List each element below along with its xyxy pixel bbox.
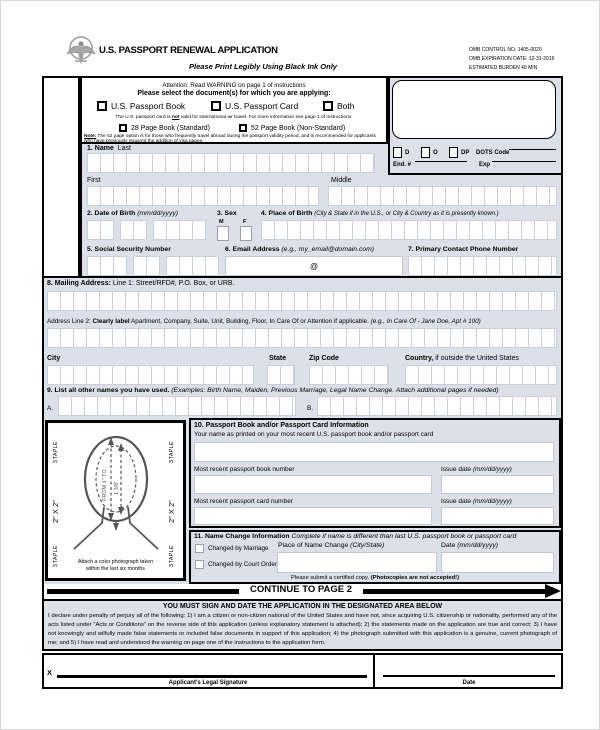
- photo-size-label-right: 2" X 2": [167, 500, 176, 523]
- middle-name-label: Middle: [331, 177, 352, 184]
- staple-label-bottom-right: STAPLE: [169, 545, 175, 567]
- mailing-address-label: 8. Mailing Address: Line 1: Street/RFD#, P.O. Box, or URB.: [47, 280, 235, 287]
- name-change-date-field[interactable]: [441, 552, 554, 573]
- dob-label: 2. Date of Birth (mm/dd/yyyy): [87, 210, 179, 217]
- dots-code-field[interactable]: [509, 149, 556, 150]
- dots-code-label: DOTS Code: [476, 150, 510, 156]
- first-name-cells[interactable]: [87, 186, 319, 206]
- endorsement-o-label: O: [433, 150, 438, 156]
- middle-name-cells[interactable]: [328, 186, 557, 206]
- endorsement-o-checkbox[interactable]: [421, 147, 430, 158]
- omb-expiration-date: OMB EXPIRATION DATE: 12-31-2016: [469, 56, 555, 62]
- barcode-area: [392, 80, 556, 139]
- declaration-box: [42, 599, 563, 651]
- changed-by-court-checkbox[interactable]: [195, 560, 204, 569]
- address-line2-cells[interactable]: [47, 328, 557, 348]
- passport-card-checkbox[interactable]: [211, 101, 221, 111]
- book-52-page-label: 52 Page Book (Non-Standard): [251, 125, 346, 132]
- endorsement-dp-label: DP: [461, 150, 470, 156]
- endorsement-d-checkbox[interactable]: [393, 147, 402, 158]
- staple-label-top-left: STAPLE: [53, 441, 59, 463]
- sex-f-label: F: [243, 219, 247, 225]
- photo-measure-label-1: FROM 1" TO: [102, 469, 108, 501]
- state-label: State: [269, 355, 287, 362]
- other-name-a-label: A.: [47, 405, 54, 412]
- s11-title: 11. Name Change Information Complete if name is different than last U.S. passport book or passport card: [194, 533, 517, 540]
- select-documents-text: Please select the document(s) for which you are applying:: [137, 90, 331, 97]
- s10-book-number-field[interactable]: [194, 475, 432, 494]
- dob-day-cells[interactable]: [120, 220, 147, 240]
- book-28-page-checkbox[interactable]: [119, 124, 127, 132]
- changed-by-marriage-checkbox[interactable]: [195, 544, 204, 553]
- photo-size-label-left: 2" X 2": [51, 500, 60, 523]
- address-line2-label: Address Line 2: Clearly label Apartment, Company, Suite, Unit, Building, Floor, In Care Of or Attention if applicable. (e.g., In Care Of - Jane Doe, Apt # 100): [47, 318, 481, 325]
- us-seal-eagle-icon: [65, 35, 97, 69]
- book-28-page-label: 28 Page Book (Standard): [131, 125, 210, 132]
- exp-field[interactable]: [492, 161, 556, 162]
- ssn-cells-1[interactable]: [87, 256, 127, 276]
- both-checkbox[interactable]: [323, 101, 333, 111]
- country-label: Country, if outside the United States: [405, 355, 519, 362]
- signature-line[interactable]: [57, 675, 367, 678]
- photo-caption-line1: Attach a color photograph taken: [77, 559, 154, 565]
- signature-divider: [373, 653, 375, 689]
- passport-book-option-label: U.S. Passport Book: [111, 101, 186, 111]
- pob-label: 4. Place of Birth (City & State if in the U.S., or City & Country as it is presently known.): [261, 210, 499, 217]
- left-margin-column: [42, 76, 80, 278]
- page-option-note: Note: The 52 page option is for those who frequently travel abroad during the passport validity period, and is recommended for applicants who have previously required the addition of visa pages.: [84, 134, 376, 145]
- photo-caption-line2: within the last six months: [86, 566, 145, 572]
- book-52-page-checkbox[interactable]: [239, 124, 247, 132]
- passport-book-checkbox[interactable]: [97, 101, 107, 111]
- form-title: U.S. PASSPORT RENEWAL APPLICATION: [99, 45, 278, 56]
- changed-by-marriage-label: Changed by Marriage: [208, 545, 269, 552]
- exp-label: Exp: [479, 162, 491, 168]
- certified-copy-note: Please submit a certified copy. (Photocopies are not accepted!): [290, 575, 460, 581]
- email-field[interactable]: [225, 256, 403, 276]
- name-section-label: 1. Name Last: [87, 145, 131, 152]
- first-name-label: First: [87, 177, 101, 184]
- s10-name-field[interactable]: [194, 442, 554, 462]
- city-label: City: [47, 355, 61, 362]
- state-cells[interactable]: [267, 365, 295, 385]
- place-of-name-change-label: Place of Name Change (City/State): [278, 542, 385, 549]
- end-number-field[interactable]: [415, 161, 467, 162]
- continue-bar-right: [363, 589, 547, 594]
- pob-cells[interactable]: [261, 220, 557, 240]
- passport-card-option-label: U.S. Passport Card: [225, 101, 299, 111]
- endorsement-d-label: D: [405, 150, 410, 156]
- other-name-b-label: B.: [307, 405, 314, 412]
- s10-card-issue-field[interactable]: [441, 507, 554, 525]
- other-names-label: 9. List all other names you have used. (Examples: Birth Name, Maiden, Previous Marriage, Legal Name Change. Attach additional pages if needed): [47, 387, 499, 394]
- omb-control-number: OMB CONTROL NO. 1405-0020: [469, 47, 542, 53]
- continue-arrow-icon: [545, 584, 561, 598]
- last-name-cells[interactable]: [87, 153, 375, 173]
- estimated-burden: ESTIMATED BURDEN 40 MIN: [469, 65, 538, 71]
- sex-f-checkbox[interactable]: [240, 226, 252, 241]
- photo-box: [45, 420, 186, 581]
- ssn-cells-2[interactable]: [133, 256, 160, 276]
- name-change-date-label: Date (mm/dd/yyyy): [441, 542, 499, 549]
- changed-by-court-label: Changed by Court Order: [208, 561, 277, 568]
- date-line[interactable]: [383, 675, 555, 677]
- other-name-b-cells[interactable]: [317, 396, 557, 416]
- end-number-label: End. #: [393, 162, 412, 168]
- date-label: Date: [462, 680, 476, 686]
- s10-book-issue-field[interactable]: [441, 475, 554, 494]
- warning-text: Attention: Read WARNING on page 1 of instructions: [162, 82, 306, 89]
- staple-label-top-right: STAPLE: [169, 441, 175, 463]
- s10-card-number-field[interactable]: [194, 507, 432, 525]
- s10-subtitle: Your name as printed on your most recent U.S. passport book and/or passport card: [194, 431, 434, 438]
- declaration-text: I declare under penalty of perjury all of the following: 1) I am a citizen or non-citizen national of the United States and have not, since acquiring U.S. citizenship or nationality, performed any of the acts listed under "Acts or Conditions" on the reverse side of this application (unless explanatory statement is attached); 2) the statements made on the application are true and correct; 3) I have not knowingly and wilfully made false statements or included false documents in support of this application; 4) the photograph submitted with this application is a genuine, current photograph of me; and 5) I have read and understood the warning on page one of the instructions to the application form.: [48, 613, 557, 647]
- city-cells[interactable]: [47, 365, 254, 385]
- s10-book-number-label: Most recent passport book number: [194, 466, 295, 473]
- sign-and-date-notice: YOU MUST SIGN AND DATE THE APPLICATION IN THE DESIGNATED AREA BELOW: [162, 603, 443, 610]
- s10-card-issue-label: Issue date (mm/dd/yyyy): [441, 498, 512, 505]
- country-cells[interactable]: [405, 365, 557, 385]
- place-of-name-change-field[interactable]: [277, 552, 437, 573]
- dob-year-cells[interactable]: [153, 220, 206, 240]
- sex-m-label: M: [219, 219, 224, 225]
- continue-to-page-2-label: CONTINUE TO PAGE 2: [249, 584, 353, 595]
- sex-label: 3. Sex: [217, 210, 237, 217]
- address-line1-cells[interactable]: [47, 291, 557, 311]
- endorsement-dp-checkbox[interactable]: [449, 147, 458, 158]
- photo-measure-label-2: 1 3/8": [114, 480, 120, 495]
- phone-cells[interactable]: [408, 256, 557, 276]
- form-subtitle: Please Print Legibly Using Black Ink Only: [189, 62, 337, 71]
- head-silhouette: [66, 427, 166, 559]
- at-sign: @: [309, 262, 319, 271]
- s10-card-number-label: Most recent passport card number: [194, 498, 293, 505]
- s10-title: 10. Passport Book and/or Passport Card Information: [194, 422, 369, 429]
- continue-bar-left: [47, 589, 239, 594]
- email-label: 6. Email Address (e.g., my_email@domain.com): [225, 246, 375, 253]
- s10-book-issue-label: Issue date (mm/dd/yyyy): [441, 466, 512, 473]
- zip-label: Zip Code: [309, 355, 339, 362]
- phone-label: 7. Primary Contact Phone Number: [408, 246, 519, 253]
- sex-m-checkbox[interactable]: [217, 226, 229, 241]
- card-validity-note: The U.S. passport card is not valid for international air travel. For more information see page 1 of instructions.: [115, 115, 353, 120]
- ssn-label: 5. Social Security Number: [87, 246, 171, 253]
- staple-label-bottom-left: STAPLE: [53, 545, 59, 567]
- ssn-cells-3[interactable]: [166, 256, 219, 276]
- signature-label: Applicant's Legal Signature: [168, 680, 248, 686]
- dob-month-cells[interactable]: [87, 220, 114, 240]
- other-name-a-cells[interactable]: [58, 396, 296, 416]
- signature-x-mark: X: [47, 668, 53, 677]
- zip-cells[interactable]: [309, 365, 389, 385]
- both-option-label: Both: [337, 101, 355, 111]
